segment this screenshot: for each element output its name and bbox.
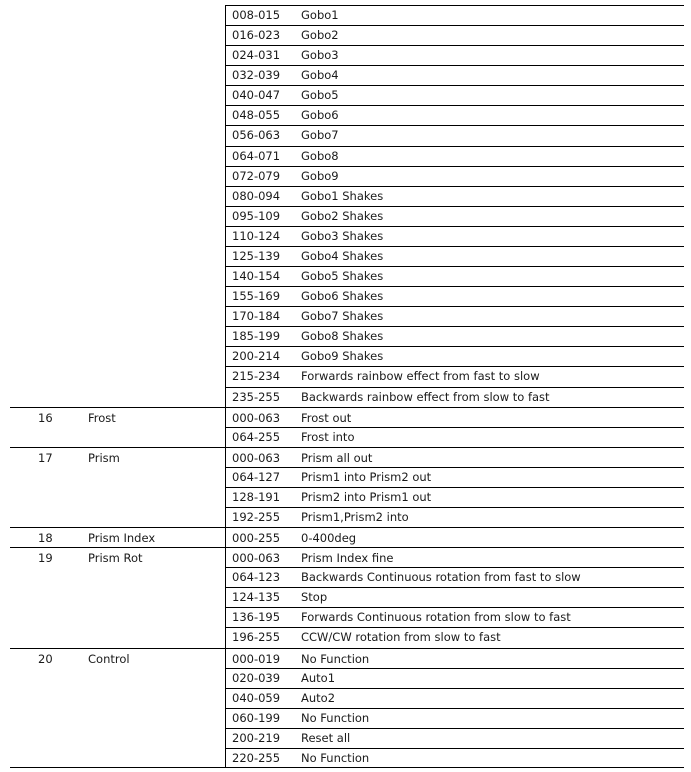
table-row — [10, 387, 684, 407]
row-divider — [225, 125, 684, 126]
row-divider — [225, 708, 684, 709]
table-row — [10, 447, 684, 467]
row-divider — [225, 166, 684, 167]
row-divider — [225, 487, 684, 488]
value-description: Backwards rainbow effect from slow to fast — [301, 390, 550, 404]
row-divider — [225, 186, 684, 187]
value-description: Gobo1 — [301, 8, 339, 22]
row-divider — [225, 25, 684, 26]
value-description: Gobo3 — [301, 48, 339, 62]
dmx-value-range: 192-255 — [232, 510, 281, 524]
value-description: Gobo1 Shakes — [301, 189, 384, 203]
row-divider — [225, 226, 684, 227]
table-row — [10, 708, 684, 728]
dmx-value-range: 000-255 — [232, 531, 281, 545]
dmx-value-range: 008-015 — [232, 8, 281, 22]
dmx-value-range: 000-063 — [232, 451, 281, 465]
value-description: Backwards Continuous rotation from fast to slow — [301, 570, 581, 584]
dmx-value-range: 024-031 — [232, 48, 281, 62]
value-description: Gobo9 — [301, 169, 339, 183]
row-divider — [225, 587, 684, 588]
dmx-value-range: 170-184 — [232, 309, 281, 323]
dmx-value-range: 196-255 — [232, 630, 281, 644]
table-row — [10, 85, 684, 105]
table-row — [10, 648, 684, 668]
dmx-value-range: 200-214 — [232, 349, 281, 363]
function-name: Prism Index — [88, 531, 156, 545]
row-divider — [225, 366, 684, 367]
value-description: Reset all — [301, 731, 351, 745]
table-row — [10, 607, 684, 627]
channel-number: 16 — [38, 411, 53, 425]
dmx-value-range: 140-154 — [232, 269, 281, 283]
value-description: Gobo8 Shakes — [301, 329, 384, 343]
dmx-value-range: 064-123 — [232, 570, 281, 584]
dmx-value-range: 032-039 — [232, 68, 281, 82]
dmx-value-range: 200-219 — [232, 731, 281, 745]
table-row — [10, 567, 684, 587]
dmx-value-range: 064-127 — [232, 470, 281, 484]
table-row — [10, 366, 684, 386]
dmx-value-range: 016-023 — [232, 28, 281, 42]
dmx-value-range: 235-255 — [232, 390, 281, 404]
dmx-value-range: 000-019 — [232, 652, 281, 666]
row-divider — [225, 286, 684, 287]
dmx-value-range: 124-135 — [232, 590, 281, 604]
row-divider — [225, 346, 684, 347]
row-divider — [225, 146, 684, 147]
row-divider — [225, 668, 684, 669]
value-description: Gobo7 — [301, 128, 339, 142]
row-divider — [225, 567, 684, 568]
value-description: Forwards Continuous rotation from slow to fast — [301, 610, 571, 624]
dmx-value-range: 185-199 — [232, 329, 281, 343]
dmx-value-range: 110-124 — [232, 229, 281, 243]
row-divider — [225, 728, 684, 729]
value-description: Prism Index fine — [301, 551, 394, 565]
value-description: Prism1 into Prism2 out — [301, 470, 432, 484]
function-name: Prism Rot — [88, 551, 143, 565]
channel-number: 17 — [38, 451, 53, 465]
table-row — [10, 166, 684, 186]
table-row — [10, 427, 684, 447]
row-divider — [225, 607, 684, 608]
dmx-value-range: 155-169 — [232, 289, 281, 303]
table-row — [10, 507, 684, 527]
value-description: Gobo2 — [301, 28, 339, 42]
table-row — [10, 668, 684, 688]
table-row — [10, 45, 684, 65]
value-description: No Function — [301, 652, 370, 666]
value-description: Prism all out — [301, 451, 373, 465]
row-divider — [225, 467, 684, 468]
table-row — [10, 547, 684, 567]
channel-number: 19 — [38, 551, 53, 565]
value-description: Prism2 into Prism1 out — [301, 490, 432, 504]
row-divider — [225, 85, 684, 86]
table-row — [10, 487, 684, 507]
value-description: Gobo6 Shakes — [301, 289, 384, 303]
row-divider — [225, 507, 684, 508]
value-description: Gobo8 — [301, 149, 339, 163]
table-row — [10, 728, 684, 748]
channel-number: 20 — [38, 652, 53, 666]
table-row — [10, 407, 684, 427]
table-row — [10, 346, 684, 366]
value-description: Stop — [301, 590, 328, 604]
table-row — [10, 627, 684, 647]
table-row — [10, 25, 684, 45]
table-row — [10, 206, 684, 226]
row-divider — [225, 306, 684, 307]
dmx-value-range: 072-079 — [232, 169, 281, 183]
table-row — [10, 65, 684, 85]
value-description: CCW/CW rotation from slow to fast — [301, 630, 501, 644]
row-divider — [225, 688, 684, 689]
table-row — [10, 306, 684, 326]
row-divider — [225, 5, 684, 6]
table-row — [10, 587, 684, 607]
table-row — [10, 467, 684, 487]
value-description: Gobo4 Shakes — [301, 249, 384, 263]
dmx-value-range: 056-063 — [232, 128, 281, 142]
value-description: Gobo5 — [301, 88, 339, 102]
value-description: No Function — [301, 751, 370, 765]
table-row — [10, 527, 684, 547]
table-row — [10, 5, 684, 25]
value-description: Gobo6 — [301, 108, 339, 122]
value-description: 0-400deg — [301, 531, 357, 545]
row-divider — [225, 45, 684, 46]
function-name: Frost — [88, 411, 116, 425]
table-row — [10, 286, 684, 306]
table-row — [10, 146, 684, 166]
table-row — [10, 186, 684, 206]
value-description: Prism1,Prism2 into — [301, 510, 409, 524]
function-name: Control — [88, 652, 130, 666]
value-description: Auto2 — [301, 691, 336, 705]
table-row — [10, 125, 684, 145]
table-row — [10, 326, 684, 346]
table-row — [10, 266, 684, 286]
dmx-value-range: 064-255 — [232, 430, 281, 444]
dmx-channel-table — [10, 5, 684, 768]
dmx-value-range: 215-234 — [232, 369, 281, 383]
value-description: Gobo5 Shakes — [301, 269, 384, 283]
dmx-value-range: 095-109 — [232, 209, 281, 223]
dmx-value-range: 128-191 — [232, 490, 281, 504]
row-divider — [225, 427, 684, 428]
dmx-value-range: 048-055 — [232, 108, 281, 122]
dmx-value-range: 040-047 — [232, 88, 281, 102]
value-description: Gobo3 Shakes — [301, 229, 384, 243]
row-divider — [225, 246, 684, 247]
value-description: Frost out — [301, 411, 352, 425]
value-description: Gobo4 — [301, 68, 339, 82]
value-description: Frost into — [301, 430, 355, 444]
row-divider — [225, 748, 684, 749]
channel-number: 18 — [38, 531, 53, 545]
row-divider — [225, 206, 684, 207]
row-divider — [225, 387, 684, 388]
dmx-value-range: 000-063 — [232, 551, 281, 565]
table-row — [10, 748, 684, 768]
dmx-value-range: 020-039 — [232, 671, 281, 685]
row-divider — [225, 326, 684, 327]
table-row — [10, 246, 684, 266]
table-row — [10, 688, 684, 708]
dmx-value-range: 136-195 — [232, 610, 281, 624]
value-description: Gobo7 Shakes — [301, 309, 384, 323]
value-description: Forwards rainbow effect from fast to slow — [301, 369, 540, 383]
value-description: Auto1 — [301, 671, 336, 685]
table-row — [10, 105, 684, 125]
row-divider — [225, 266, 684, 267]
dmx-value-range: 080-094 — [232, 189, 281, 203]
value-description: Gobo9 Shakes — [301, 349, 384, 363]
row-divider — [225, 65, 684, 66]
value-description: No Function — [301, 711, 370, 725]
function-name: Prism — [88, 451, 120, 465]
dmx-value-range: 064-071 — [232, 149, 281, 163]
dmx-value-range: 040-059 — [232, 691, 281, 705]
row-divider — [225, 105, 684, 106]
dmx-value-range: 125-139 — [232, 249, 281, 263]
dmx-value-range: 000-063 — [232, 411, 281, 425]
value-description: Gobo2 Shakes — [301, 209, 384, 223]
row-divider — [225, 627, 684, 628]
dmx-value-range: 220-255 — [232, 751, 281, 765]
table-row — [10, 226, 684, 246]
dmx-value-range: 060-199 — [232, 711, 281, 725]
